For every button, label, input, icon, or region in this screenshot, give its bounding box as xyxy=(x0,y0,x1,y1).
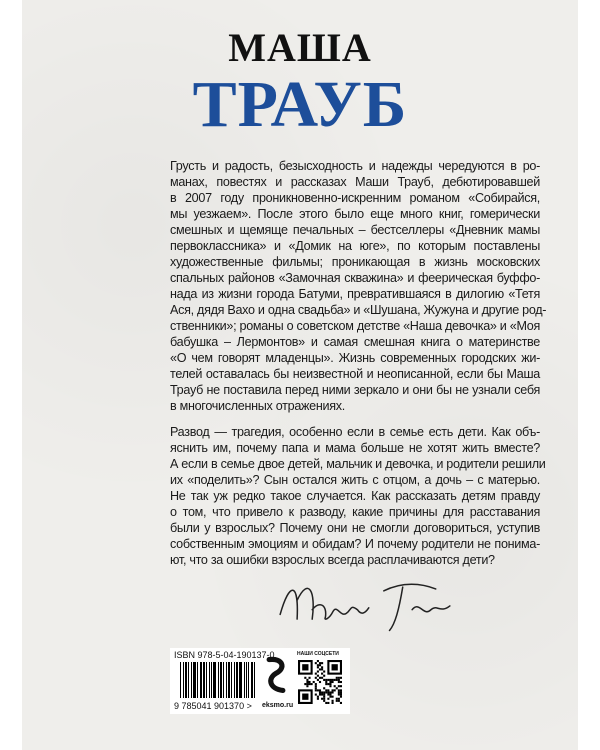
text-line: А если в семье двое детей, мальчик и девочка, и родители решили xyxy=(170,457,546,471)
text-line: ют, что за ошибки взрослых всегда расплачиваются дети? xyxy=(170,553,495,567)
barcode xyxy=(180,662,256,698)
text-line: манах, повестях и рассказах Маши Трауб, дебютировавшей xyxy=(170,175,540,189)
barcode-bar xyxy=(213,662,216,698)
barcode-bar xyxy=(251,662,253,698)
text-line: спальных районов «Замочная скважина» и феерическая буффо- xyxy=(170,271,540,285)
text-line: Не так уж редко такое случается. Как рассказать детям правду xyxy=(170,489,540,503)
barcode-bar xyxy=(236,662,238,698)
barcode-bar xyxy=(209,662,210,698)
text-line: собственным эмоциям и обидам? И почему родители не понима- xyxy=(170,537,540,551)
barcode-bar xyxy=(254,662,255,698)
barcode-bar xyxy=(223,662,224,698)
author-signature xyxy=(265,572,465,638)
barcode-bar xyxy=(193,662,196,698)
qr-code[interactable] xyxy=(298,660,342,704)
text-line: Трауб не поставила перед ними зеркало и они бы не узнали себя xyxy=(170,383,540,397)
barcode-bar xyxy=(183,662,184,698)
barcode-bar xyxy=(234,662,235,698)
text-line: яснить им, почему папа и мама больше не хотят жить вместе? xyxy=(170,441,540,455)
text-line: были у взрослых? Почему они не смогли договориться, уступив xyxy=(170,521,540,535)
text-line: Развод — трагедия, особенно если в семье есть дети. Как объ- xyxy=(170,425,540,439)
social-label: НАШИ СОЦСЕТИ xyxy=(297,651,339,657)
eksmo-logo-icon xyxy=(264,652,288,698)
barcode-bar xyxy=(211,662,212,698)
barcode-bar xyxy=(239,662,242,698)
barcode-bar xyxy=(226,662,227,698)
text-line: в многочисленных отражениях. xyxy=(170,399,345,413)
text-line: художественные фильмы; проникающая в жизнь московских xyxy=(170,255,540,269)
annotation-paragraph-1 xyxy=(170,158,547,414)
text-line: бабушка – Лермонтов» и самая смешная книга о материнстве xyxy=(170,335,540,349)
barcode-number: 9 785041 901370 > xyxy=(174,701,252,711)
text-line: о том, что привело к разводу, какие причины для расставания xyxy=(170,505,540,519)
text-line: телей оставалась бы неизвестной и неописанной, если бы Маша xyxy=(170,367,540,381)
text-line: мы уезжаем». После этого было еще много книг, гомерически xyxy=(170,207,540,221)
barcode-bar xyxy=(218,662,219,698)
text-line: «О чем говорят младенцы». Жизнь современных городских жи- xyxy=(170,351,540,365)
barcode-bar xyxy=(180,662,181,698)
barcode-bar xyxy=(220,662,222,698)
barcode-bar xyxy=(246,662,247,698)
text-line: смешных и щемяще печальных – бестселлеры «Дневник мамы xyxy=(170,223,540,237)
author-last-name: ТРАУБ xyxy=(192,68,408,141)
text-line: Грусть и радость, безысходность и надежды чередуются в ро- xyxy=(170,159,540,173)
barcode-bar xyxy=(228,662,230,698)
author-first-name: МАША xyxy=(228,25,372,70)
barcode-bar xyxy=(206,662,207,698)
barcode-bar xyxy=(197,662,198,698)
text-line: ственники»; романы о советском детстве «Наша девочка» и «Моя xyxy=(170,319,540,333)
text-line: первоклассника» и «Домик на юге», по которым поставлены xyxy=(170,239,540,253)
barcode-bar xyxy=(244,662,245,698)
text-line: в 2007 году проникновенно-искренним романом «Собирайся, xyxy=(170,191,540,205)
barcode-bar xyxy=(203,662,205,698)
text-line: их «поделить»? Сын остался жить с отцом, а дочь – с матерью. xyxy=(170,473,540,487)
publisher-site: eksmo.ru xyxy=(262,702,294,709)
text-line: нада из жизни города Батуми, превратившаяся в дилогию «Тетя xyxy=(170,287,540,301)
isbn-text: ISBN 978-5-04-190137-0 xyxy=(174,650,275,660)
barcode-bar xyxy=(191,662,192,698)
barcode-bar xyxy=(231,662,232,698)
text-line: Ася, дядя Вахо и одна свадьба» и «Шушана, Жужуна и другие род- xyxy=(170,303,547,317)
barcode-bar xyxy=(185,662,187,698)
barcode-bar xyxy=(200,662,202,698)
barcode-bar xyxy=(188,662,189,698)
barcode-bar xyxy=(248,662,249,698)
annotation-paragraph-2 xyxy=(170,424,546,568)
